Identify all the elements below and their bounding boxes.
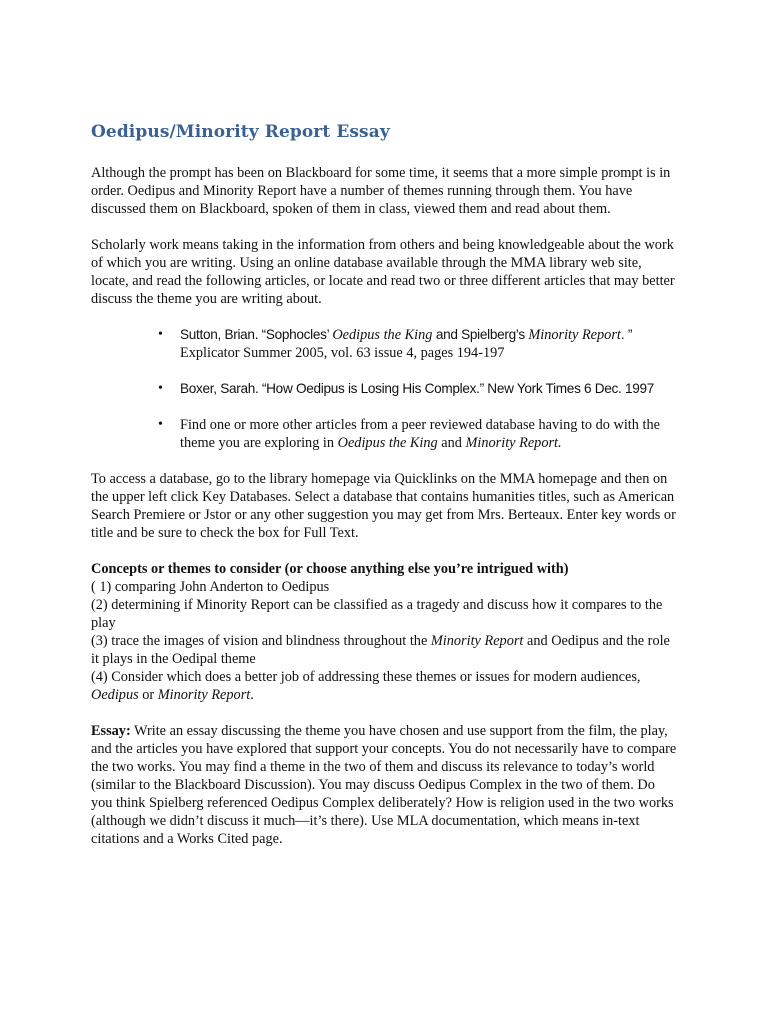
concept-text: (4) Consider which does a better job of addressing these themes or issues for modern audiences, [91,669,641,685]
work-title: Oedipus the King [337,435,438,451]
essay-label: Essay: [91,723,131,739]
essay-text: Write an essay discussing the theme you have chosen and use support from the film, the play, and the articles you have explored that support your concepts. You do not necessarily have to compare the two works. You may find a theme in the two of them and discuss its relevance to today’s world (similar to the Blackboard Discussion). You may discuss Oedipus Complex in the two of them. Do you think Spielberg referenced Oedipus Complex deliberately? How is religion used in the two works (although we didn’t discuss it much—it’s there). Use MLA documentation, which means in-text citations and a Works Cited page. [91,723,677,847]
concept-item-3 [91,632,679,668]
concept-text: and Oedipus and the role it plays in the Oedipal theme [91,633,670,667]
work-title: Oedipus [91,687,139,703]
concepts-section [91,560,679,704]
concept-text: (3) trace the images of vision and blindness throughout the [91,633,431,649]
article-instruction: and [437,435,466,451]
concept-item-2: (2) determining if Minority Report can be classified as a tragedy and discuss how it compares to the play [91,597,663,631]
article-instruction: Find one or more other articles from a peer reviewed database having to do with the theme you are exploring in [180,417,660,451]
database-access-paragraph: To access a database, go to the library homepage via Quicklinks on the MMA homepage and then on the upper left click Key Databases. Select a database that contains humanities titles, such as American Search Premiere or Jstor or any other suggestion you may get from Mrs. Berteaux. Enter key words or title and be sure to check the box for Full Text. [91,471,676,541]
work-title: Minority Report. [465,435,562,451]
article-item-sutton [91,326,679,362]
intro-paragraph: Although the prompt has been on Blackboard for some time, it seems that a more simple prompt is in order. Oedipus and Minority Report have a number of themes running through them. You have discussed them on Blackboard, spoken of them in class, viewed them and read about them. [91,165,671,217]
concept-text: . [250,687,254,703]
document-title: Oedipus/Minority Report Essay [91,122,390,142]
concept-text: or [138,687,158,703]
article-item-boxer [91,380,679,398]
work-title: Minority Report [430,633,524,649]
citation-text: . ” [620,327,633,342]
concepts-heading: Concepts or themes to consider (or choose anything else you’re intrigued with) [91,561,569,577]
document-page [91,122,679,848]
citation-source: Explicator Summer 2005, vol. 63 issue 4, pages 194-197 [180,345,505,361]
article-item-other [91,416,679,452]
essay-paragraph [91,722,679,848]
scholarly-work-paragraph: Scholarly work means taking in the information from others and being knowledgeable about the work of which you are writing. Using an online database available through the MMA library web site, locate, and read the following articles, or locate and read two or three different articles that may better discuss the theme you are writing about. [91,237,675,307]
concept-item-1: ( 1) comparing John Anderton to Oedipus [91,579,330,595]
citation-title: Minority Report [528,327,621,343]
work-title: Minority Report [157,687,251,703]
citation-text: and Spielberg’s [432,327,529,342]
citation-title: Oedipus the King [332,327,433,343]
citation-text: Sutton, Brian. “Sophocles’ [180,327,333,342]
citation-text: Boxer, Sarah. “How Oedipus is Losing His Complex.” New York Times 6 Dec. 1997 [180,381,655,396]
article-list [91,326,679,452]
concept-item-4 [91,668,679,704]
